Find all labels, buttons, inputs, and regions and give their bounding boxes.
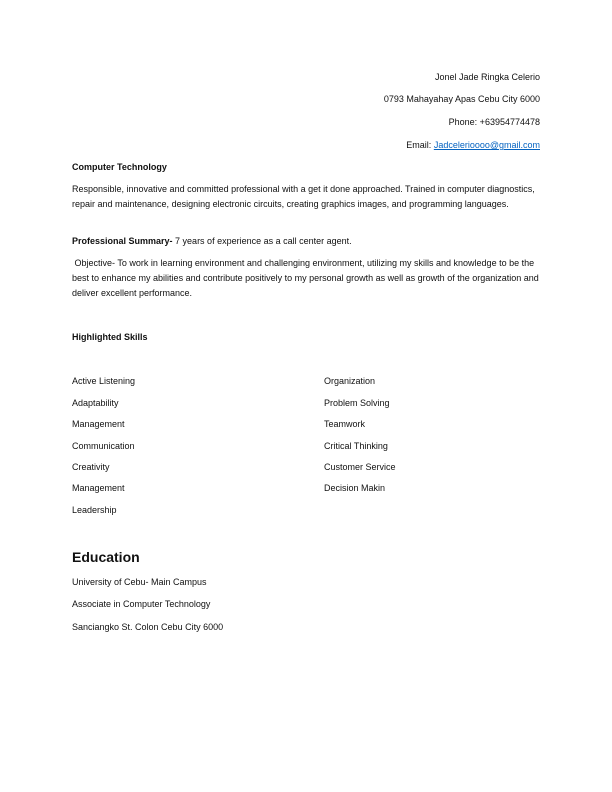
summary-text: 7 years of experience as a call center agent. bbox=[172, 236, 352, 246]
address: 0793 Mahayahay Apas Cebu City 6000 bbox=[383, 94, 540, 104]
education-line: Sanciangko St. Colon Cebu City 6000 bbox=[72, 622, 224, 632]
objective-paragraph: Objective- To work in learning environment and challenging environment, utilizing my skills and knowledge to be the best to enhance my abilities and contribute positively to my personal growth as well as growth of the organization and deliver excellent performance. bbox=[72, 258, 542, 298]
professional-summary bbox=[72, 234, 352, 249]
skill-item: Critical Thinking bbox=[324, 441, 388, 451]
skill-item: Teamwork bbox=[324, 419, 366, 429]
skill-item: Decision Makin bbox=[324, 483, 386, 493]
email-link[interactable]: Jadcelerioooo@gmail.com bbox=[433, 140, 540, 150]
skill-item: Problem Solving bbox=[324, 398, 390, 408]
email-label: Email: bbox=[406, 140, 434, 150]
skill-item: Active Listening bbox=[72, 376, 136, 386]
phone: Phone: +63954774478 bbox=[448, 117, 540, 127]
skill-item: Communication bbox=[72, 441, 135, 451]
resume-title: Computer Technology bbox=[72, 162, 167, 172]
skill-item: Leadership bbox=[72, 505, 117, 515]
education-heading: Education bbox=[72, 549, 140, 565]
skill-item: Creativity bbox=[72, 462, 110, 472]
skill-item: Management bbox=[72, 483, 125, 493]
skills-heading: Highlighted Skills bbox=[72, 332, 148, 342]
education-line: University of Cebu- Main Campus bbox=[72, 577, 207, 587]
skill-item: Organization bbox=[324, 376, 376, 386]
email-line bbox=[406, 138, 540, 153]
skill-item: Adaptability bbox=[72, 398, 119, 408]
intro-paragraph: Responsible, innovative and committed professional with a get it done approached. Trained in computer diagnostics, repair and maintenance, designing electronic circuits, creating graphics images, and programming languages. bbox=[72, 184, 535, 209]
summary-label: Professional Summary- bbox=[72, 236, 173, 246]
skill-item: Customer Service bbox=[324, 462, 396, 472]
skill-item: Management bbox=[72, 419, 125, 429]
applicant-name: Jonel Jade Ringka Celerio bbox=[434, 72, 540, 82]
education-line: Associate in Computer Technology bbox=[72, 599, 211, 609]
